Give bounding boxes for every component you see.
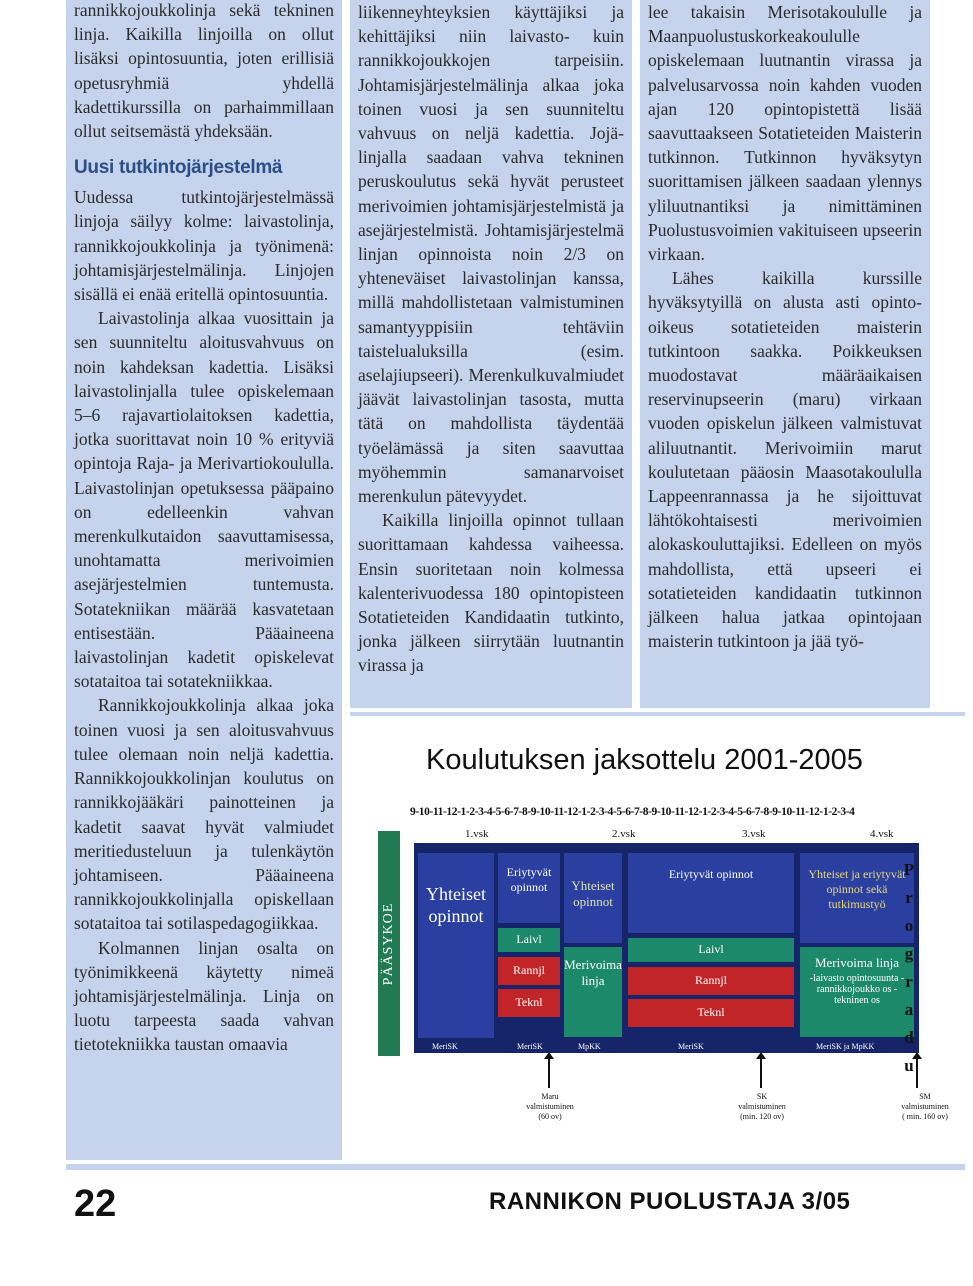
page-number: 22	[74, 1183, 117, 1225]
pro-gradu-letter: g	[904, 944, 914, 963]
year-label-2: 2.vsk	[612, 828, 636, 840]
year-label-4: 4.vsk	[870, 828, 894, 840]
unit-label-3: MpKK	[578, 1042, 601, 1051]
column-2	[350, 0, 632, 708]
differentiated-studies-2: Eriytyvät opinnot	[628, 853, 794, 933]
laivl-block-2: Laivl	[628, 938, 794, 962]
milestone-title: SM	[919, 1092, 931, 1101]
col3-paragraph-1: lee takaisin Merisotakoululle ja Maanpuolustuskorkeakoululle opiskelemaan luutnantin virassa ja palvelusarvossa noin kahden vuoden ajan 120 opintopistettä lisää saavuttaakseen Sotatieteiden Maisterin tutkinnon. Tutkinnon hyväksytyn suorittamisen jälkeen saadaan ylennys yliluutnantiksi ja nimittäminen Puolustusvoimien vakituiseen upseerin virkaan.	[648, 2, 922, 265]
pro-gradu-letter: r	[905, 972, 913, 991]
sm-milestone	[890, 1092, 960, 1122]
entrance-exam-bar	[378, 831, 400, 1056]
rannjl-block-1: Rannjl	[498, 957, 560, 985]
pro-gradu-letter: o	[904, 916, 914, 935]
common-studies-1: Yhteiset opinnot	[418, 853, 494, 1038]
column-3	[640, 0, 930, 708]
pro-gradu-letter: P	[903, 860, 915, 879]
pro-gradu-letter: r	[905, 888, 913, 907]
milestone-sub: valmistuminen	[526, 1102, 574, 1111]
merivoima-sublist: -laivasto opintosuunta -rannikkojoukko os -tekninen os	[809, 973, 905, 1006]
month-scale: 9-10-11-12-1-2-3-4-5-6-7-8-9-10-11-12-1-2-3-4-5-6-7-8-9-10-11-12-1-2-3-4-5-6-7-8-9-10-11-12-1-2-3-4	[410, 806, 855, 818]
section-heading: Uusi tutkintojärjestelmä	[74, 157, 283, 179]
year-label-3: 3.vsk	[742, 828, 766, 840]
milestone-title: Maru	[541, 1092, 559, 1101]
pro-gradu-letter: u	[904, 1056, 914, 1075]
milestone-sub: valmistuminen	[738, 1102, 786, 1111]
milestone-credits: (min. 120 ov)	[740, 1112, 784, 1121]
col1-paragraph-4: Kolmannen linjan osalta on työnimikkeenä käytetty nimeä johtamisjärjestelmälinja. Linja on luotu tarpeesta saada vahvan tietotekniikka taustan omaavia	[74, 937, 334, 1055]
col2-paragraph-2: Kaikilla linjoilla opinnot tullaan suorittamaan kahdessa vaiheessa. Ensin suoritetaan noin kolmessa kalenterivuodessa 180 opintopisteen Sotatieteiden Kandidaatin tutkinto, jonka jälkeen siirrytään luutnantin virassa ja	[358, 510, 624, 676]
entrance-exam-label: PÄÄSYKOE	[381, 902, 396, 985]
teknl-block-1: Teknl	[498, 989, 560, 1017]
rannjl-block-2: Rannjl	[628, 967, 794, 995]
education-schedule-figure	[350, 712, 965, 1170]
laivl-block-1: Laivl	[498, 928, 560, 952]
milestone-title: SK	[756, 1092, 768, 1101]
col1-paragraph-2: Laivastolinja alkaa vuosittain ja sen suunniteltu aloitusvahvuus on noin kahdeksan kadettia. Lisäksi laivastolinjalla tulee opiskelemaan 5–6 rajavartiolaitoksen kadettia, jotka suorittavat noin 10 % erityviä opintoja Raja- ja Merivartiokoululla. Laivastolinjan opetuksessa pääpaino on edelleenkin vahvan merenkulkutaidon saavuttamisessa, unohtamatta merivoimien asejärjestelmien tuntemusta. Sotatekniikan määrää kasvatetaan entisestään. Pääaineena laivastolinjan kadetit opiskelevat sotataitoa tai sotatekniikkaa.	[74, 308, 334, 692]
milestone-credits: ( min. 160 ov)	[902, 1112, 948, 1121]
merivoima-block-1: Merivoima linja	[564, 947, 622, 1037]
year-label-1: 1.vsk	[465, 828, 489, 840]
col3-paragraph-2: Lähes kaikilla kurssille hyväksytyillä on alusta asti opinto-oikeus sotatieteiden maisterin tutkintoon saakka. Poikkeuksen muodostavat määräaikaisen reservinupseerin (maru) virkaan vuoden opiskelun jälkeen valmistuvat aliluutnantit. Merivoimiin marut koulutetaan pääosin Maasotakoululla Lappeenrannassa ja he sijoittuvat lähtökohtaisesti merivoimien alokaskouluttajiksi. Edelleen on myös mahdollista, että upseeri ei sotatieteiden kandidaatin tutkinnon jälkeen halua jatkaa opintojaan maisterin tutkintoon ja jää työ-	[648, 268, 922, 652]
maru-arrow	[548, 1058, 550, 1088]
bottom-rule	[66, 1164, 965, 1170]
milestone-sub: valmistuminen	[901, 1102, 949, 1111]
unit-label-1: MeriSK	[432, 1042, 458, 1051]
unit-label-2: MeriSK	[517, 1042, 543, 1051]
maru-milestone	[520, 1092, 580, 1122]
sk-milestone	[730, 1092, 794, 1122]
column-1	[66, 0, 342, 1160]
sk-arrow	[760, 1058, 762, 1088]
pro-gradu-label	[902, 856, 916, 1080]
milestone-credits: (60 ov)	[538, 1112, 562, 1121]
merivoima-block-2	[800, 947, 914, 1037]
magazine-title: RANNIKON PUOLUSTAJA 3/05	[489, 1188, 851, 1215]
unit-label-5: MeriSK ja MpKK	[816, 1042, 875, 1051]
teknl-block-2: Teknl	[628, 999, 794, 1027]
pro-gradu-letter: d	[904, 1028, 914, 1047]
unit-label-4: MeriSK	[678, 1042, 704, 1051]
common-studies-2: Yhteiset opinnot	[564, 853, 622, 943]
pro-gradu-letter: a	[904, 1000, 914, 1019]
col1-intro: rannikkojoukkolinja sekä tekninen linja. Kaikilla linjoilla on ollut lisäksi opintosuuntia, joten erillisiä opetusryhmiä yhdellä kadettikurssilla on parhaimmillaan ollut seitsemästä yhdeksään.	[74, 0, 334, 142]
sm-arrow	[916, 1058, 918, 1088]
col1-paragraph-1: Uudessa tutkintojärjestelmässä linjoja säilyy kolme: laivastolinja, rannikkojoukkolinja ja työnimenä: johtamisjärjestelmälinja. Linjojen sisällä ei enää eritellä opintosuuntia.	[74, 187, 334, 305]
figure-title: Koulutuksen jaksottelu 2001-2005	[426, 744, 863, 776]
col1-paragraph-3: Rannikkojoukkolinja alkaa joka toinen vuosi ja sen aloitusvahvuus tulee olemaan noin neljä kadettia. Rannikkojoukkolinjan koulutus on rannikkojääkäri painotteinen ja kadetit saavat hyvät valmiudet meritiedusteluun ja tulenkäytön johtamiseen. Pääaineena rannikkojoukkolinjalla opiskellaan sotataitoa tai sotilaspedagogiikkaa.	[74, 695, 334, 934]
common-and-research: Yhteiset ja eriytyvät opinnot sekä tutkimustyö	[800, 853, 914, 943]
merivoima-label-2: Merivoima linja	[814, 955, 900, 970]
col2-paragraph-1: liikenneyhteyksien käyttäjiksi ja kehittäjiksi niin laivasto- kuin rannikkojoukkojen tarpeisiin. Johtamisjärjestelmälinja alkaa joka toinen vuosi ja sen suunniteltu vahvuus on neljä kadettia. Jojä-linjalla saadaan vahva tekninen peruskoulutus sekä hyvät perusteet merivoimien johtamisjärjestelmistä ja asejärjestelmistä. Johtamisjärjestelmä linjan opinnoista noin 2/3 on yhteneväiset laivastolinjan kanssa, millä mahdollistetaan valmistuminen samantyyppisiin tehtäviin taistelualuksilla (esim. aselajiupseeri). Merenkulkuvalmiudet jäävät laivastolinjan tasosta, mutta tätä on mahdollista täydentää työelämässä ja siten saavuttaa myöhemmin samanarvoiset merenkulun pätevyydet.	[358, 2, 624, 507]
schedule-grid	[414, 843, 919, 1053]
differentiated-studies-1: Eriytyvät opinnot	[498, 853, 560, 923]
